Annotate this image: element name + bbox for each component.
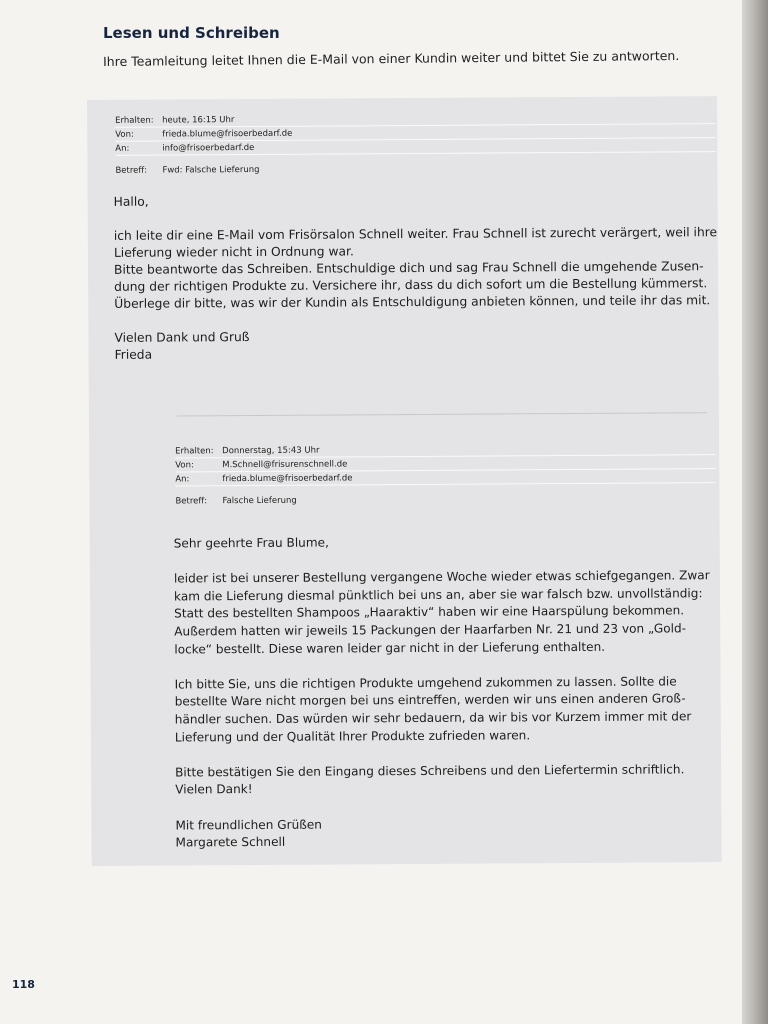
body-line: leider ist bei unserer Bestellung vergangene Woche wieder etwas schiefgegangen. Zwar — [173, 568, 710, 586]
subject-row — [175, 493, 715, 506]
subject-value: Falsche Lieferung — [222, 495, 297, 507]
body-line: Bitte bestätigen Sie den Eingang dieses Schreibens und den Liefertermin schriftlich. — [175, 762, 685, 780]
body-line: Statt des bestellten Shampoos „Haaraktiv“ haben wir eine Haarspülung bekommen. — [174, 603, 685, 621]
body-line: Überlege dir bitte, was wir der Kundin als Entschuldigung anbieten können, und teile ihr das mit. — [114, 293, 711, 311]
body-line: Ich bitte Sie, uns die richtigen Produkte umgehend zukommen zu lassen. Sollte die — [174, 674, 677, 692]
task-instruction: Ihre Teamleitung leitet Ihnen die E-Mail von einer Kundin weiter und bittet Sie zu antworten. — [103, 47, 680, 69]
section-heading: Lesen und Schreiben — [103, 24, 280, 42]
to-label: An: — [115, 143, 130, 154]
to-label: An: — [175, 473, 190, 484]
closing: Mit freundlichen Grüßen — [175, 817, 322, 832]
received-label: Erhalten: — [175, 445, 214, 456]
body-line: händler suchen. Das würden wir sehr bedauern, da wir bis vor Kurzem immer mit der — [174, 709, 692, 727]
signature: Frieda — [114, 347, 153, 362]
body-line: kam die Lieferung diesmal pünktlich bei uns an, aber sie war falsch bzw. unvollständig: — [173, 586, 703, 604]
body-line: Vielen Dank! — [175, 782, 253, 797]
from-label: Von: — [175, 459, 194, 470]
forward-email-body — [114, 190, 725, 364]
forward-email-header — [115, 110, 715, 176]
from-value: M.Schnell@frisurenschnell.de — [222, 458, 348, 470]
received-label: Erhalten: — [115, 115, 154, 126]
closing: Vielen Dank und Gruß — [114, 330, 250, 345]
subject-row — [115, 162, 715, 176]
original-email-body — [174, 532, 712, 852]
book-spine — [742, 0, 768, 1024]
to-row — [115, 138, 715, 156]
from-label: Von: — [115, 129, 134, 140]
received-value: heute, 16:15 Uhr — [162, 114, 235, 126]
to-value: frieda.blume@frisoerbedarf.de — [222, 472, 353, 484]
email-box — [87, 96, 722, 866]
from-value: frieda.blume@frisoerbedarf.de — [162, 128, 293, 140]
body-line: Außerdem hatten wir jeweils 15 Packungen der Haarfarben Nr. 21 und 23 von „Gold- — [174, 621, 687, 639]
page-number: 118 — [12, 978, 35, 991]
body-line: bestellte Ware nicht morgen bei uns eintreffen, werden wir uns einen anderen Groß- — [174, 691, 686, 709]
body-line: dung der richtigen Produkte zu. Versichere ihr, dass du dich sofort um die Bestellung kümmerst. — [114, 276, 708, 294]
body-line: Lieferung wieder nicht in Ordnung war. — [113, 244, 354, 260]
to-value: info@frisoerbedarf.de — [162, 142, 255, 154]
received-value: Donnerstag, 15:43 Uhr — [222, 445, 320, 456]
email-divider — [177, 412, 707, 416]
greeting: Sehr geehrte Frau Blume, — [173, 535, 329, 551]
greeting: Hallo, — [113, 194, 149, 209]
body-line: ich leite dir eine E-Mail vom Frisörsalon Schnell weiter. Frau Schnell ist zurecht verärgert, weil ihre — [113, 225, 718, 243]
original-email-header — [175, 441, 715, 506]
body-line: Bitte beantworte das Schreiben. Entschuldige dich und sag Frau Schnell die umgehende Zusen- — [113, 259, 704, 277]
subject-value: Fwd: Falsche Lieferung — [162, 164, 260, 176]
body-line: locke“ bestellt. Diese waren leider gar nicht in der Lieferung enthalten. — [174, 639, 606, 657]
body-line: Lieferung und der Qualität Ihrer Produkte zufrieden waren. — [174, 727, 531, 745]
signature: Margarete Schnell — [175, 834, 286, 850]
to-row — [175, 469, 715, 486]
subject-label: Betreff: — [115, 165, 148, 176]
subject-label: Betreff: — [175, 496, 208, 507]
